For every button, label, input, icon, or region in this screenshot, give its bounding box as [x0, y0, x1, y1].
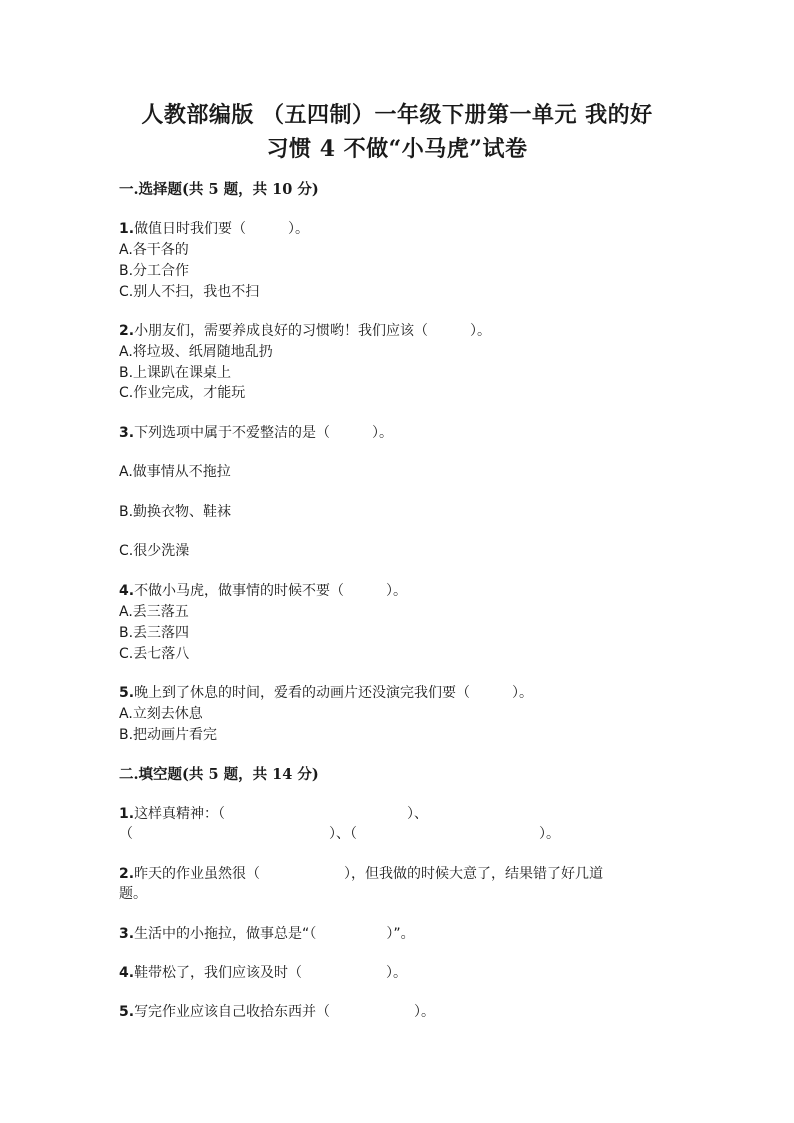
question-number: 3.: [119, 425, 135, 441]
question-number: 2.: [119, 866, 135, 882]
option-a: A.将垃圾、纸屑随地乱扔: [119, 344, 273, 360]
fill-question: 2.昨天的作业虽然很（ ），但我做的时候大意了，结果错了好几道: [119, 866, 604, 882]
question-number: 2.: [119, 323, 135, 339]
option-c: C.作业完成，才能玩: [119, 385, 246, 401]
question-stem: 4.不做小马虎，做事情的时候不要（ ）。: [119, 583, 408, 599]
option-a: A.做事情从不拖拉: [119, 464, 231, 480]
question-number: 4.: [119, 583, 135, 599]
page-title-line-1: 人教部编版 （五四制）一年级下册第一单元 我的好: [141, 102, 653, 128]
question-number: 1.: [119, 221, 135, 237]
question-stem: 1.做值日时我们要（ ）。: [119, 221, 310, 237]
question-stem: 2.小朋友们，需要养成良好的习惯哟！我们应该（ ）。: [119, 323, 492, 339]
question-number: 4.: [119, 965, 135, 981]
fill-question: 5.写完作业应该自己收拾东西并（ ）。: [119, 1004, 436, 1020]
option-a: A.丢三落五: [119, 604, 189, 620]
fill-question: 1.这样真精神：（ ）、: [119, 806, 429, 822]
fill-question-continuation: （ ）、（ ）。: [119, 826, 560, 842]
option-a: A.立刻去休息: [119, 706, 203, 722]
option-b: B.把动画片看完: [119, 727, 218, 743]
option-c: C.别人不扫，我也不扫: [119, 284, 260, 300]
option-b: B.勤换衣物、鞋袜: [119, 504, 232, 520]
page-title-line-2: 习惯 4 不做“小马虎”试卷: [266, 136, 528, 162]
question-stem: 3.下列选项中属于不爱整洁的是（ ）。: [119, 425, 394, 441]
question-number: 5.: [119, 1004, 135, 1020]
question-stem: 5.晚上到了休息的时间，爱看的动画片还没演完我们要（ ）。: [119, 685, 534, 701]
fill-question: 3.生活中的小拖拉，做事总是“（ ）”。: [119, 926, 415, 942]
option-c: C.很少洗澡: [119, 543, 190, 559]
fill-question: 4.鞋带松了，我们应该及时（ ）。: [119, 965, 408, 981]
section-heading-fill-in: 二.填空题(共 5 题，共 14 分): [119, 766, 319, 783]
question-number: 1.: [119, 806, 135, 822]
section-heading-choice: 一.选择题(共 5 题，共 10 分): [119, 181, 319, 198]
fill-question-continuation: 题。: [119, 886, 147, 902]
option-b: B.上课趴在课桌上: [119, 365, 232, 381]
question-number: 3.: [119, 926, 135, 942]
option-b: B.丢三落四: [119, 625, 190, 641]
question-number: 5.: [119, 685, 135, 701]
option-a: A.各干各的: [119, 242, 189, 258]
option-b: B.分工合作: [119, 263, 190, 279]
option-c: C.丢七落八: [119, 646, 190, 662]
